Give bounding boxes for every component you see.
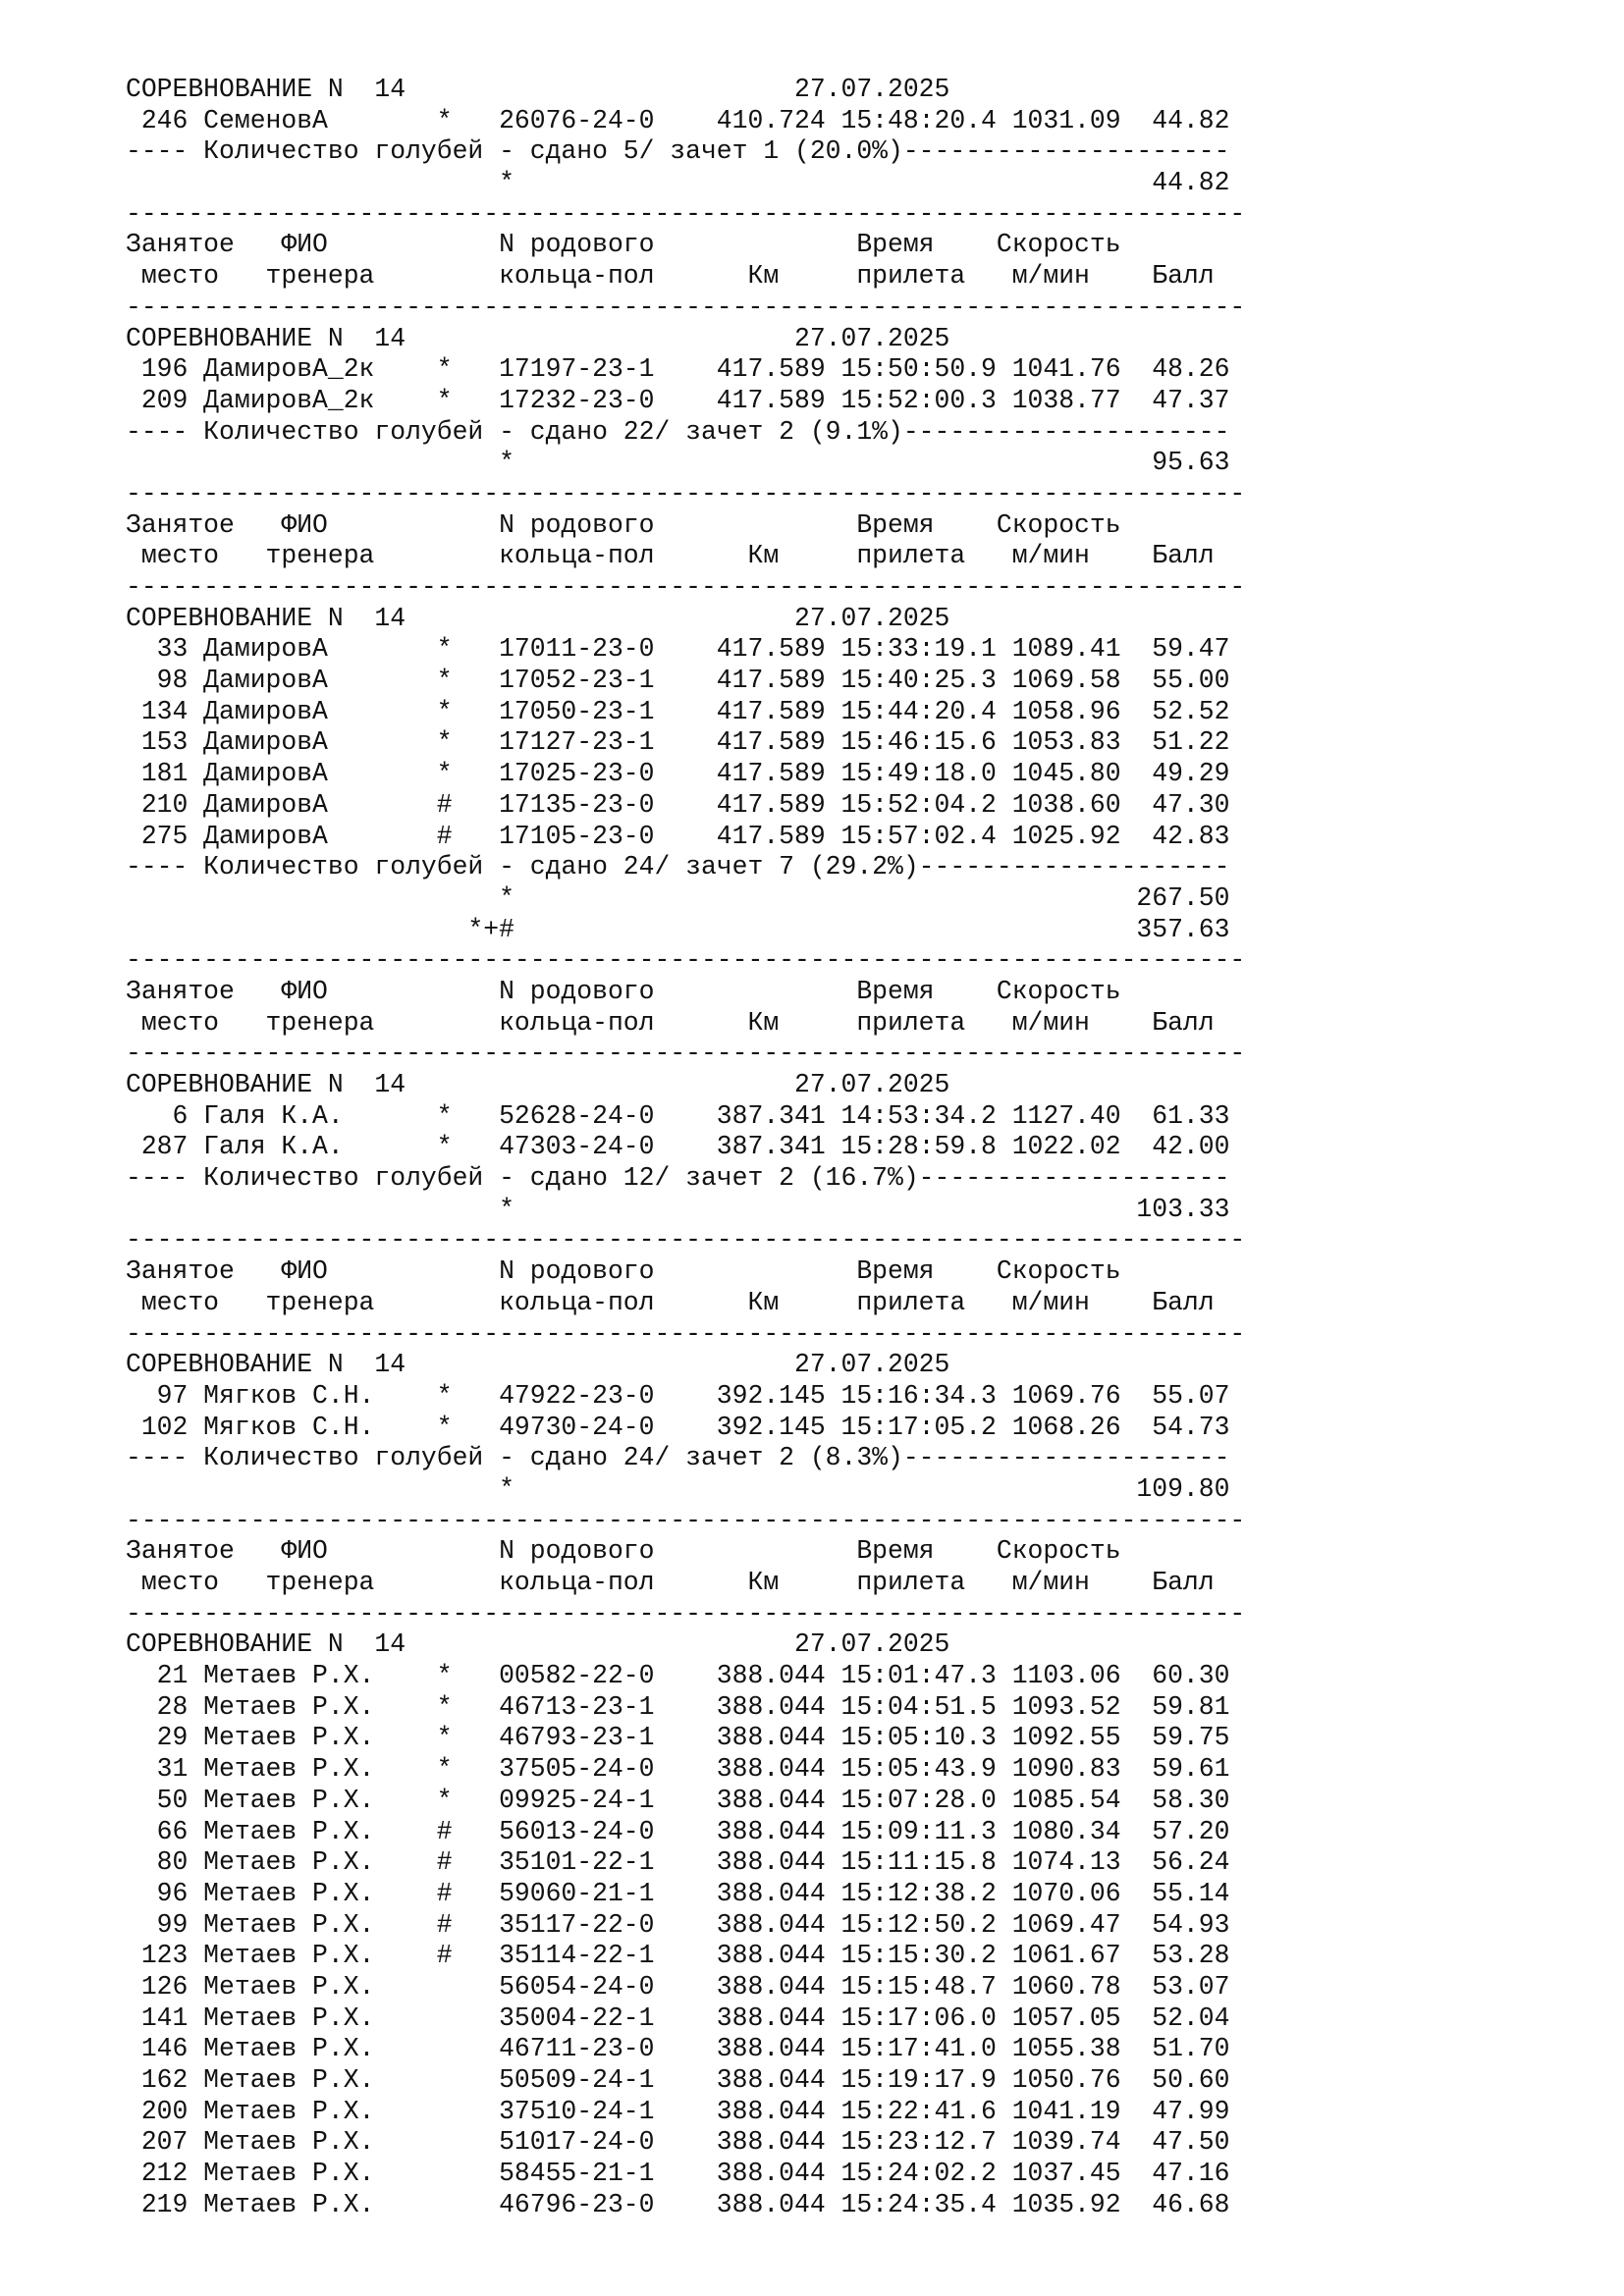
separator-line: ------------------------------------------------------------------------ — [126, 945, 1246, 976]
column-header: Занятое ФИО N родового Время Скорость — [126, 1256, 1121, 1287]
result-row: 31 Метаев Р.Х. * 37505-24-0 388.044 15:05:43.9 1090.83 59.61 — [126, 1754, 1230, 1785]
column-header: место тренера кольца-пол Км прилета м/мин Балл — [126, 261, 1215, 292]
result-row: 6 Галя К.А. * 52628-24-0 387.341 14:53:34.2 1127.40 61.33 — [126, 1100, 1230, 1131]
result-row: 153 ДамировА * 17127-23-1 417.589 15:46:15.6 1053.83 51.22 — [126, 727, 1230, 758]
separator-line: ------------------------------------------------------------------------ — [126, 292, 1246, 322]
result-row: 212 Метаев Р.Х. 58455-21-1 388.044 15:24:02.2 1037.45 47.16 — [126, 2159, 1230, 2189]
result-row: 209 ДамировА_2к * 17232-23-0 417.589 15:52:00.3 1038.77 47.37 — [126, 385, 1230, 415]
result-row: 196 ДамировА_2к * 17197-23-1 417.589 15:50:50.9 1041.76 48.26 — [126, 354, 1230, 385]
result-row: 181 ДамировА * 17025-23-0 417.589 15:49:18.0 1045.80 49.29 — [126, 759, 1230, 789]
column-header: Занятое ФИО N родового Время Скорость — [126, 509, 1121, 540]
result-row: 33 ДамировА * 17011-23-0 417.589 15:33:19.1 1089.41 59.47 — [126, 634, 1230, 665]
column-header: место тренера кольца-пол Км прилета м/мин Балл — [126, 1007, 1215, 1038]
separator-line: ------------------------------------------------------------------------ — [126, 1225, 1246, 1255]
result-row: 210 ДамировА # 17135-23-0 417.589 15:52:04.2 1038.60 47.30 — [126, 789, 1230, 820]
total-points: * 95.63 — [126, 448, 1230, 478]
result-row: 80 Метаев Р.Х. # 35101-22-1 388.044 15:11:15.8 1074.13 56.24 — [126, 1847, 1230, 1878]
total-points: * 44.82 — [126, 168, 1230, 198]
result-row: 141 Метаев Р.Х. 35004-22-1 388.044 15:17:06.0 1057.05 52.04 — [126, 2002, 1230, 2033]
competition-header: СОРЕВНОВАНИЕ N 14 27.07.2025 — [126, 1070, 950, 1099]
separator-line: ------------------------------------------------------------------------ — [126, 1318, 1246, 1349]
competition-header: СОРЕВНОВАНИЕ N 14 27.07.2025 — [126, 603, 950, 633]
column-header: место тренера кольца-пол Км прилета м/мин Балл — [126, 541, 1215, 571]
result-row: 50 Метаев Р.Х. * 09925-24-1 388.044 15:07:28.0 1085.54 58.30 — [126, 1785, 1230, 1815]
separator-line: ------------------------------------------------------------------------ — [126, 198, 1246, 229]
pigeon-count-summary: ---- Количество голубей - сдано 24/ зачет 2 (8.3%)--------------------- — [126, 1443, 1230, 1473]
result-row: 126 Метаев Р.Х. 56054-24-0 388.044 15:15:48.7 1060.78 53.07 — [126, 1971, 1230, 2002]
pigeon-count-summary: ---- Количество голубей - сдано 24/ зачет 7 (29.2%)-------------------- — [126, 852, 1230, 882]
pigeon-count-summary: ---- Количество голубей - сдано 12/ зачет 2 (16.7%)-------------------- — [126, 1163, 1230, 1194]
total-points: *+# 357.63 — [126, 914, 1230, 944]
competition-header: СОРЕВНОВАНИЕ N 14 27.07.2025 — [126, 75, 950, 104]
result-row: 146 Метаев Р.Х. 46711-23-0 388.044 15:17:41.0 1055.38 51.70 — [126, 2034, 1230, 2064]
result-row: 246 СеменовА * 26076-24-0 410.724 15:48:20.4 1031.09 44.82 — [126, 105, 1230, 135]
competition-header: СОРЕВНОВАНИЕ N 14 27.07.2025 — [126, 323, 950, 353]
competition-header: СОРЕВНОВАНИЕ N 14 27.07.2025 — [126, 1629, 950, 1660]
separator-line: ------------------------------------------------------------------------ — [126, 1598, 1246, 1629]
column-header: Занятое ФИО N родового Время Скорость — [126, 1536, 1121, 1567]
result-row: 162 Метаев Р.Х. 50509-24-1 388.044 15:19:17.9 1050.76 50.60 — [126, 2065, 1230, 2095]
column-header: место тренера кольца-пол Км прилета м/мин Балл — [126, 1287, 1215, 1317]
result-row: 98 ДамировА * 17052-23-1 417.589 15:40:25.3 1069.58 55.00 — [126, 666, 1230, 696]
pigeon-count-summary: ---- Количество голубей - сдано 22/ зачет 2 (9.1%)--------------------- — [126, 416, 1230, 447]
separator-line: ------------------------------------------------------------------------ — [126, 478, 1246, 508]
competition-header: СОРЕВНОВАНИЕ N 14 27.07.2025 — [126, 1350, 950, 1380]
result-row: 200 Метаев Р.Х. 37510-24-1 388.044 15:22:41.6 1041.19 47.99 — [126, 2096, 1230, 2126]
column-header: место тренера кольца-пол Км прилета м/мин Балл — [126, 1568, 1215, 1597]
column-header: Занятое ФИО N родового Время Скорость — [126, 230, 1121, 260]
total-points: * 267.50 — [126, 882, 1230, 913]
result-row: 275 ДамировА # 17105-23-0 417.589 15:57:02.4 1025.92 42.83 — [126, 821, 1230, 851]
result-row: 102 Мягков С.Н. * 49730-24-0 392.145 15:17:05.2 1068.26 54.73 — [126, 1412, 1230, 1442]
result-row: 123 Метаев Р.Х. # 35114-22-1 388.044 15:15:30.2 1061.67 53.28 — [126, 1941, 1230, 1971]
result-row: 29 Метаев Р.Х. * 46793-23-1 388.044 15:05:10.3 1092.55 59.75 — [126, 1723, 1230, 1753]
pigeon-count-summary: ---- Количество голубей - сдано 5/ зачет 1 (20.0%)--------------------- — [126, 136, 1230, 167]
result-row: 28 Метаев Р.Х. * 46713-23-1 388.044 15:04:51.5 1093.52 59.81 — [126, 1691, 1230, 1722]
separator-line: ------------------------------------------------------------------------ — [126, 1039, 1246, 1069]
column-header: Занятое ФИО N родового Время Скорость — [126, 976, 1121, 1006]
result-row: 287 Галя К.А. * 47303-24-0 387.341 15:28:59.8 1022.02 42.00 — [126, 1132, 1230, 1162]
result-row: 99 Метаев Р.Х. # 35117-22-0 388.044 15:12:50.2 1069.47 54.93 — [126, 1909, 1230, 1940]
separator-line: ------------------------------------------------------------------------ — [126, 1505, 1246, 1535]
results-printout — [126, 75, 1245, 2220]
result-row: 134 ДамировА * 17050-23-1 417.589 15:44:20.4 1058.96 52.52 — [126, 696, 1230, 726]
result-row: 21 Метаев Р.Х. * 00582-22-0 388.044 15:01:47.3 1103.06 60.30 — [126, 1661, 1230, 1691]
separator-line: ------------------------------------------------------------------------ — [126, 572, 1246, 602]
result-row: 96 Метаев Р.Х. # 59060-21-1 388.044 15:12:38.2 1070.06 55.14 — [126, 1878, 1230, 1908]
result-row: 207 Метаев Р.Х. 51017-24-0 388.044 15:23:12.7 1039.74 47.50 — [126, 2127, 1230, 2158]
result-row: 219 Метаев Р.Х. 46796-23-0 388.044 15:24:35.4 1035.92 46.68 — [126, 2189, 1230, 2219]
total-points: * 109.80 — [126, 1473, 1230, 1504]
result-row: 66 Метаев Р.Х. # 56013-24-0 388.044 15:09:11.3 1080.34 57.20 — [126, 1816, 1230, 1846]
total-points: * 103.33 — [126, 1194, 1230, 1224]
result-row: 97 Мягков С.Н. * 47922-23-0 392.145 15:16:34.3 1069.76 55.07 — [126, 1380, 1230, 1411]
